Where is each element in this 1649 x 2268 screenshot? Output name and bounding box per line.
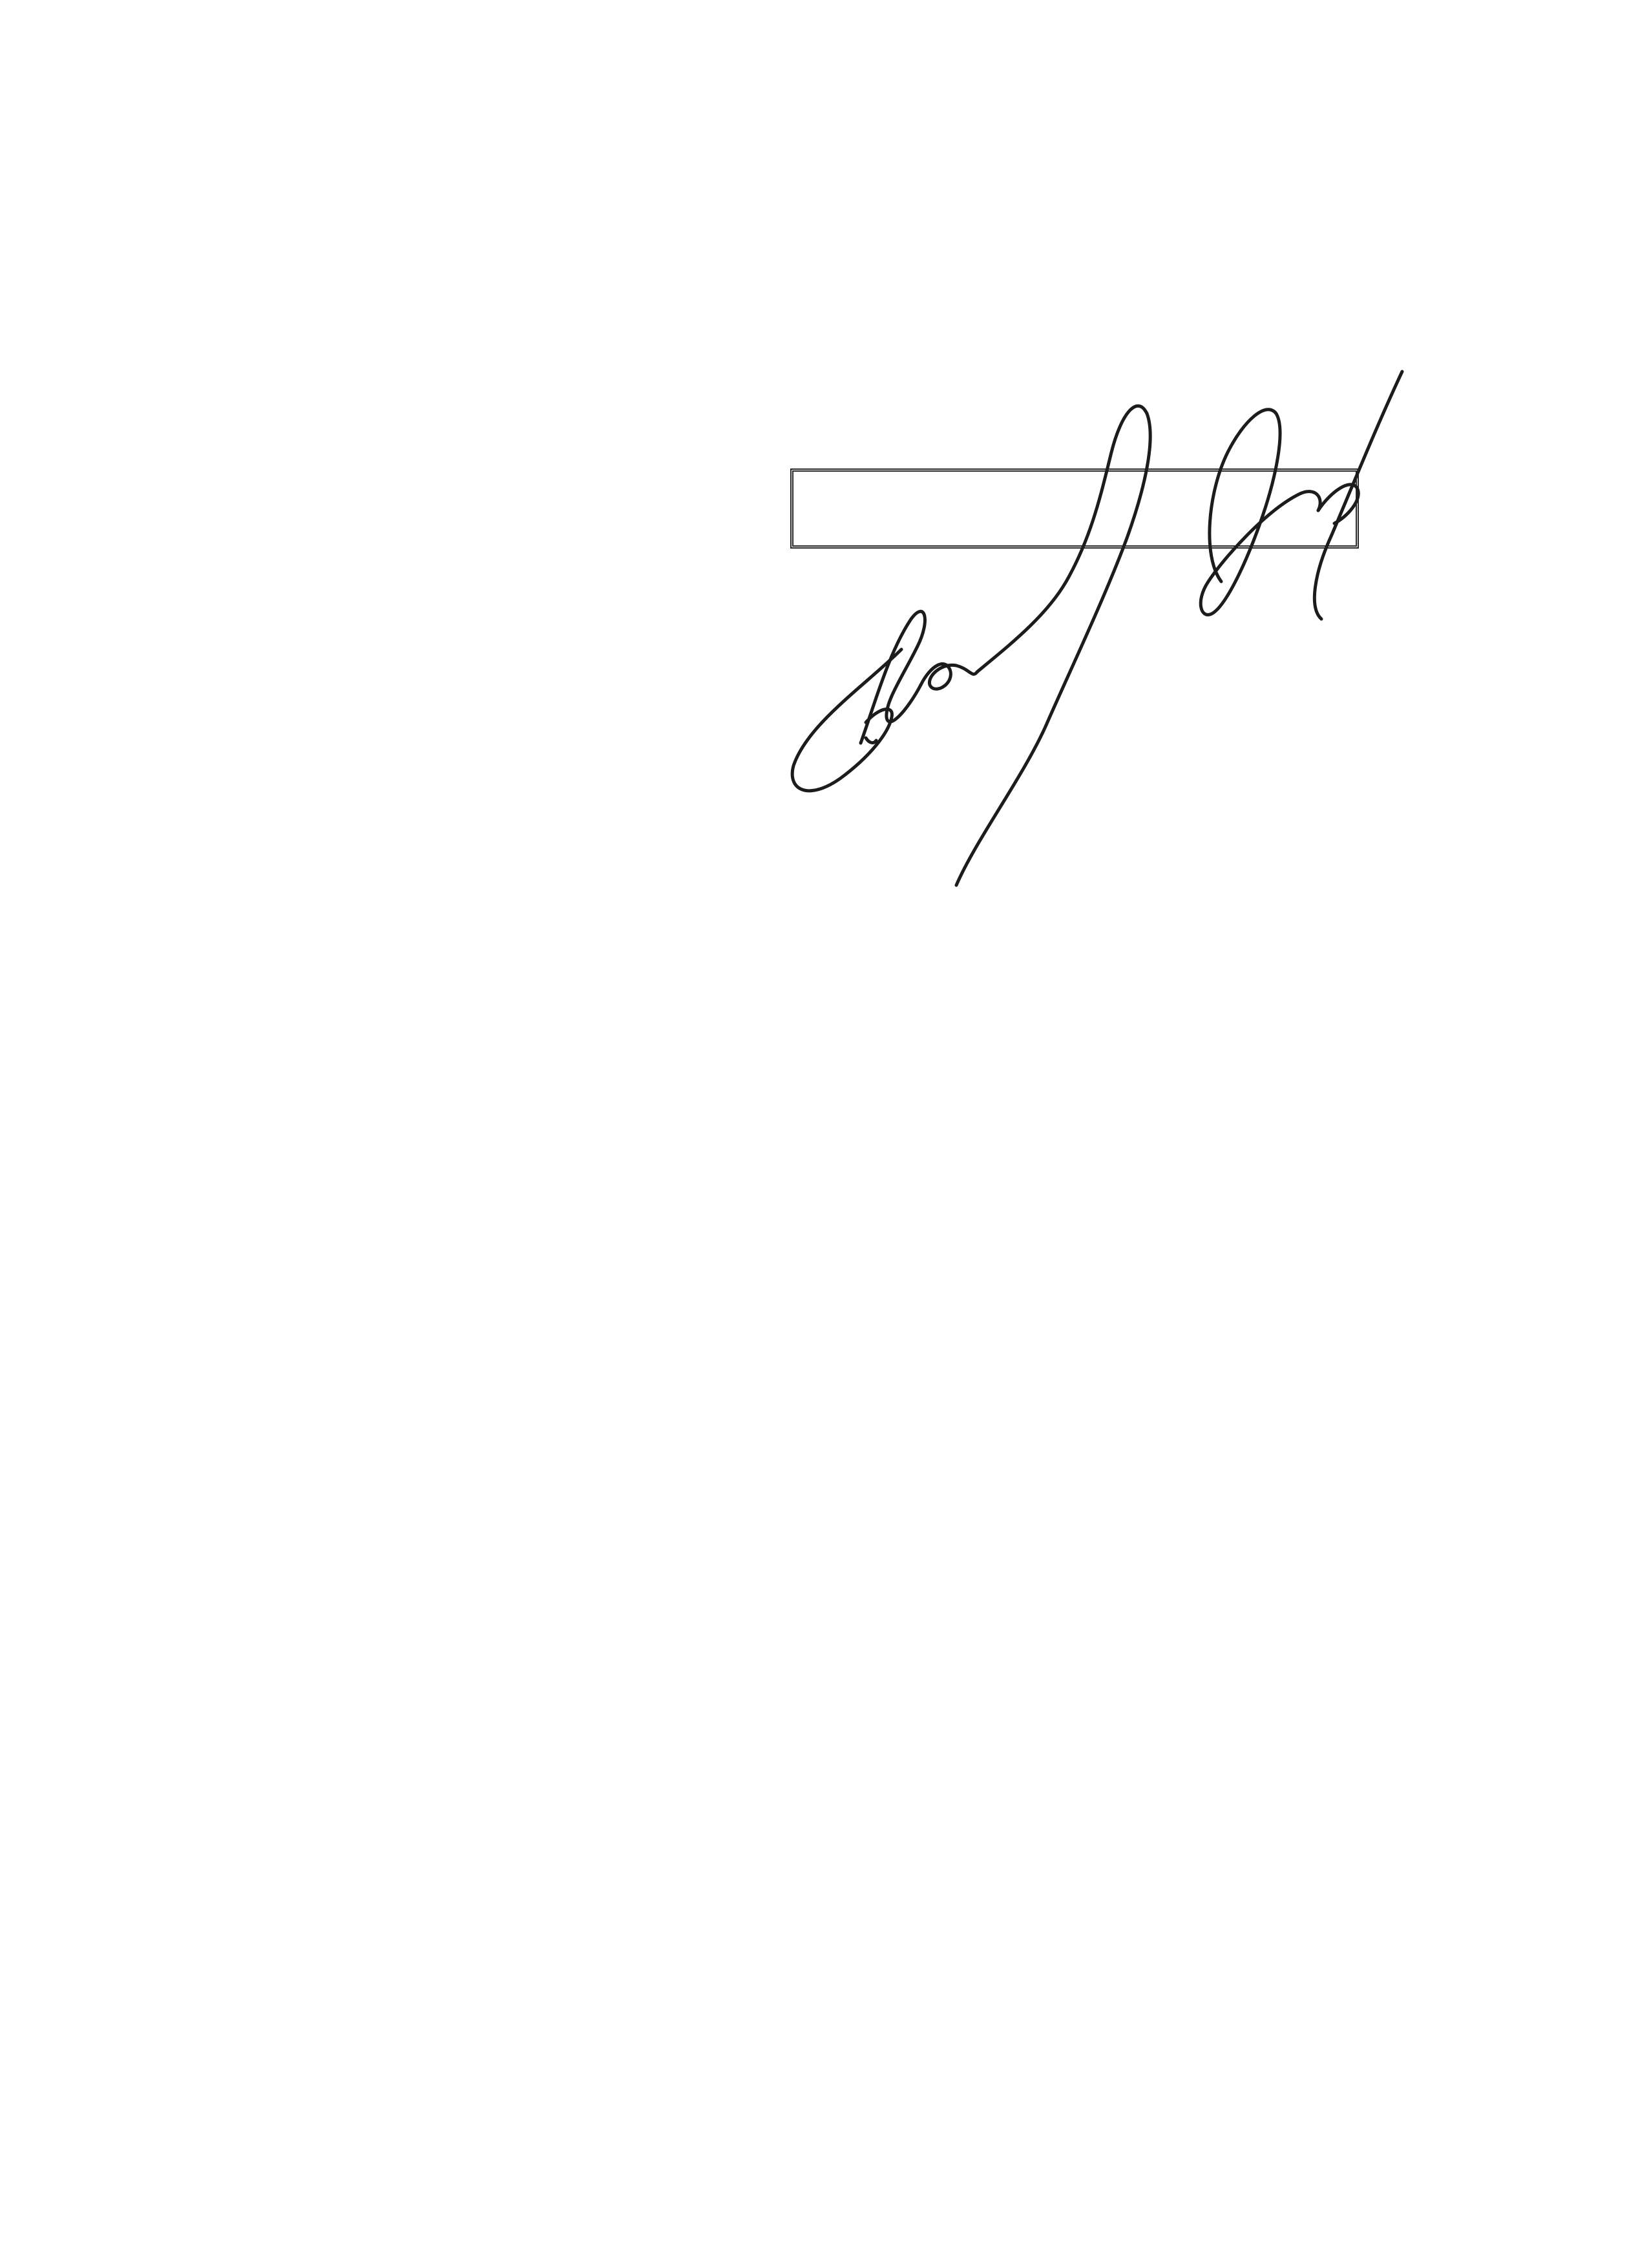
official-stamp bbox=[790, 468, 1359, 549]
